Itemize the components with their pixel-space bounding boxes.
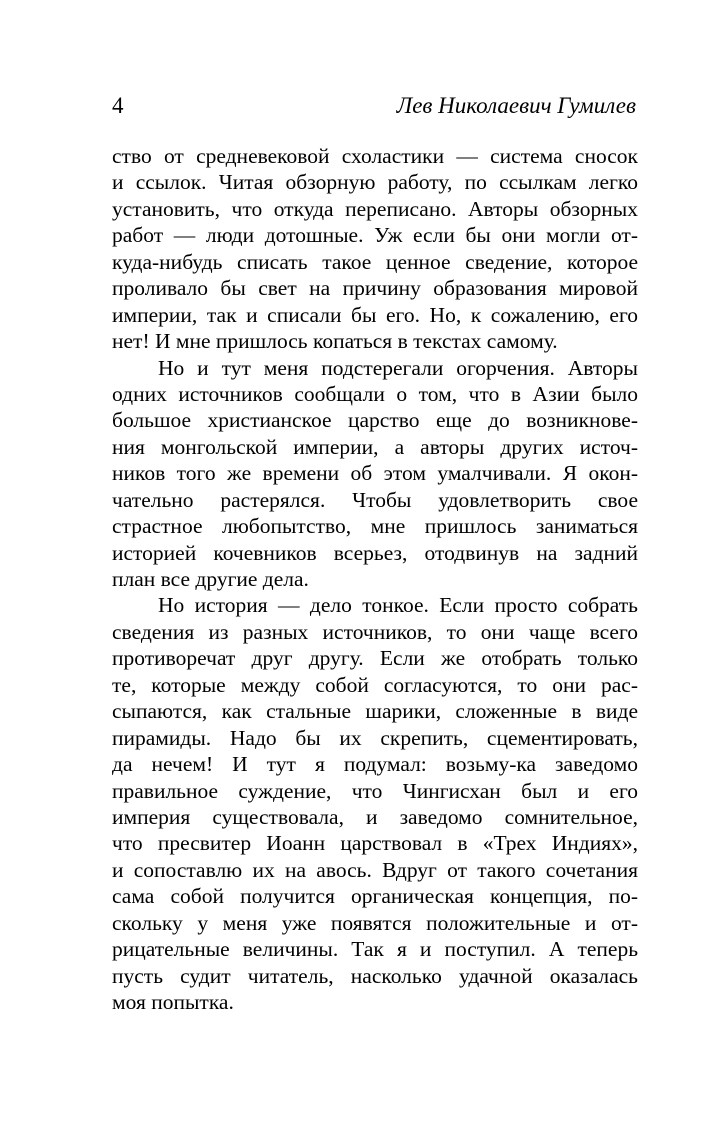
text-line: работ — люди дотошные. Уж если бы они могли от-: [112, 223, 638, 248]
text-line: рицательные величины. Так я и поступил. А теперь: [112, 937, 638, 962]
text-line: что пресвитер Иоанн царствовал в «Трех Индиях»,: [112, 831, 638, 856]
text-line: сведения из разных источников, то они чаще всего: [112, 619, 638, 644]
paragraph-1: [112, 143, 638, 355]
text-line: ство от средневековой схоластики — система сносок: [112, 144, 638, 168]
running-head-author: Лев Николаевич Гумилев: [396, 93, 636, 118]
text-line: чательно растерялся. Чтобы удовлетворить свое: [112, 487, 638, 512]
text-line: моя попытка.: [112, 990, 234, 1014]
paragraph-3: [112, 592, 638, 1015]
text-line: и ссылок. Читая обзорную работу, по ссылкам легко: [112, 170, 638, 195]
text-line: сама собой получится органическая концепция, по-: [112, 884, 638, 909]
text-line: историей кочевников всерьез, отодвинув на задний: [112, 540, 638, 565]
paragraph-2: [112, 355, 638, 593]
text-line: страстное любопытство, мне пришлось заниматься: [112, 514, 638, 539]
text-line: Но и тут меня подстерегали огорчения. Авторы: [158, 355, 638, 380]
text-line: ния монгольской империи, а авторы других источ-: [112, 434, 638, 459]
text-line: установить, что откуда переписано. Авторы обзорных: [112, 196, 638, 221]
text-line: пирамиды. Надо бы их скрепить, сцементировать,: [112, 725, 638, 750]
text-line: противоречат друг другу. Если же отобрать только: [112, 646, 638, 671]
text-line: одних источников сообщали о том, что в Азии было: [112, 381, 638, 406]
text-line: большое христианское царство еще до возникнове-: [112, 408, 638, 433]
text-line: империи, так и списали бы его. Но, к сожалению, его: [112, 302, 638, 327]
text-line: пусть судит читатель, насколько удачной оказалась: [112, 963, 638, 988]
text-line: империя существовала, и заведомо сомнительное,: [112, 804, 638, 829]
text-line: Но история — дело тонкое. Если просто собрать: [158, 593, 638, 618]
text-line: и сопоставлю их на авось. Вдруг от такого сочетания: [112, 857, 638, 882]
text-line: нет! И мне пришлось копаться в текстах самому.: [112, 329, 558, 354]
text-line: сыпаются, как стальные шарики, сложенные в виде: [112, 699, 638, 724]
body-text: [112, 143, 638, 1015]
text-line: правильное суждение, что Чингисхан был и его: [112, 778, 638, 803]
text-line: план все другие дела.: [112, 567, 309, 591]
text-line: куда-нибудь списать такое ценное сведение, которое: [112, 249, 638, 274]
text-line: те, которые между собой согласуются, то они рас-: [112, 672, 638, 697]
page-header: [112, 92, 636, 120]
text-line: да нечем! И тут я подумал: возьму-ка заведомо: [112, 752, 638, 777]
text-line: скольку у меня уже появятся положительные и от-: [112, 910, 638, 935]
page-number: 4: [112, 93, 124, 118]
text-line: проливало бы свет на причину образования мировой: [112, 276, 638, 301]
text-line: ников того же времени об этом умалчивали. Я окон-: [112, 461, 638, 486]
